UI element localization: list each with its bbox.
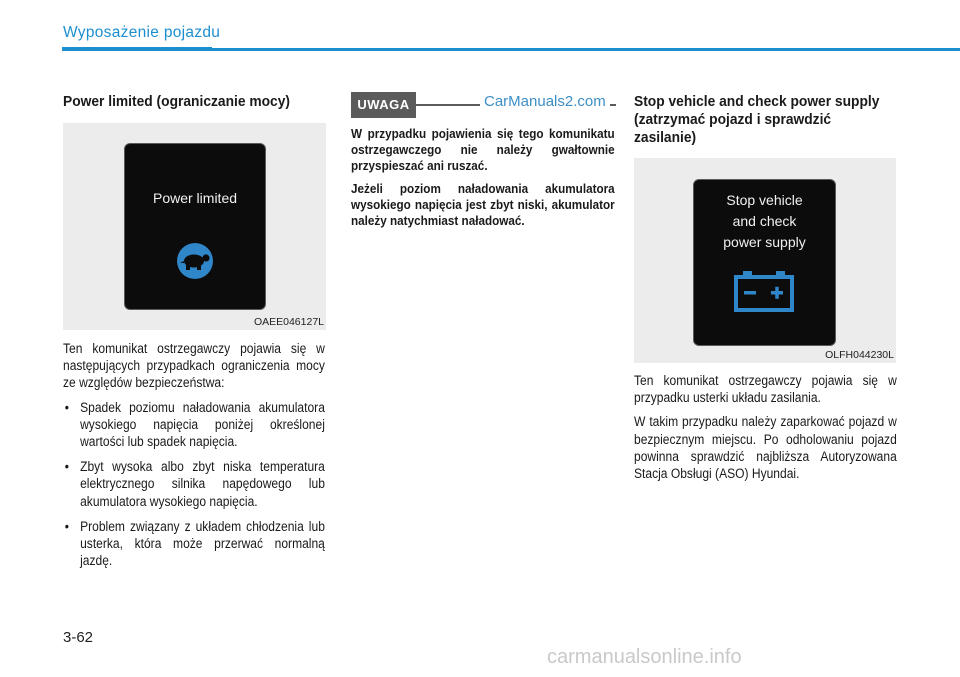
figure-id: OLFH044230L: [825, 349, 894, 361]
power-limited-figure: [63, 123, 326, 330]
page-number: 3-62: [63, 629, 94, 646]
warning-badge: UWAGA: [351, 92, 416, 118]
power-limited-intro: Ten komunikat ostrzegawczy pojawia się w następujących przypadkach ograniczenia mocy ze względów bezpieczeństwa:: [63, 341, 325, 391]
display-line: and check: [732, 213, 797, 229]
section-title: Wyposażenie pojazdu: [63, 24, 221, 41]
figure-id: OAEE046127L: [253, 316, 324, 328]
power-limited-display: [124, 143, 266, 310]
stop-vehicle-figure: [634, 158, 896, 363]
stop-vehicle-heading: Stop vehicle and check power supply (zatrzymać pojazd i sprawdzić zasilanie): [634, 93, 880, 146]
warning-paragraph: W przypadku pojawienia się tego komunikatu ostrzegawczego nie należy gwałtownie przyspieszać ani ruszać.: [351, 126, 615, 173]
stop-vehicle-paragraph: Ten komunikat ostrzegawczy pojawia się w przypadku usterki układu zasilania.: [634, 373, 897, 406]
power-limited-heading: Power limited (ograniczanie mocy): [63, 93, 290, 110]
warning-body: [351, 126, 615, 236]
warning-paragraph: Jeżeli poziom naładowania akumulatora wysokiego napięcia jest zbyt niski, akumulator należy natychmiast naładować.: [351, 181, 615, 228]
power-limited-body: [63, 340, 325, 577]
turtle-icon: [175, 242, 215, 285]
stop-vehicle-paragraph: W takim przypadku należy zaparkować pojazd w bezpiecznym miejscu. Po odholowaniu pojazd powinna sprawdzić najbliższa Autoryzowana Stacja Obsługi (ASO) Hyundai.: [634, 414, 897, 482]
battery-icon: [733, 269, 795, 318]
footer-watermark: carmanualsonline.info: [547, 646, 742, 668]
list-item: • Problem związany z układem chłodzenia lub usterka, która może przerwać normalną jazdę.: [63, 518, 325, 570]
display-line: Stop vehicle: [726, 192, 803, 208]
header-accent-bar: [62, 47, 212, 51]
reasons-list: [63, 399, 325, 570]
list-item: • Zbyt wysoka albo zbyt niska temperatura elektrycznego silnika napędowego lub akumulatora wysokiego napięcia.: [63, 458, 325, 510]
display-line: power supply: [723, 234, 806, 250]
display-message: Power limited: [152, 190, 238, 206]
stop-vehicle-display: [693, 179, 836, 346]
stop-vehicle-body: [634, 372, 897, 489]
list-item: • Spadek poziomu naładowania akumulatora wysokiego napięcia poniżej określonej wartości lub spadek napięcia.: [63, 399, 325, 451]
carmanuals-watermark: CarManuals2.com: [480, 93, 610, 110]
